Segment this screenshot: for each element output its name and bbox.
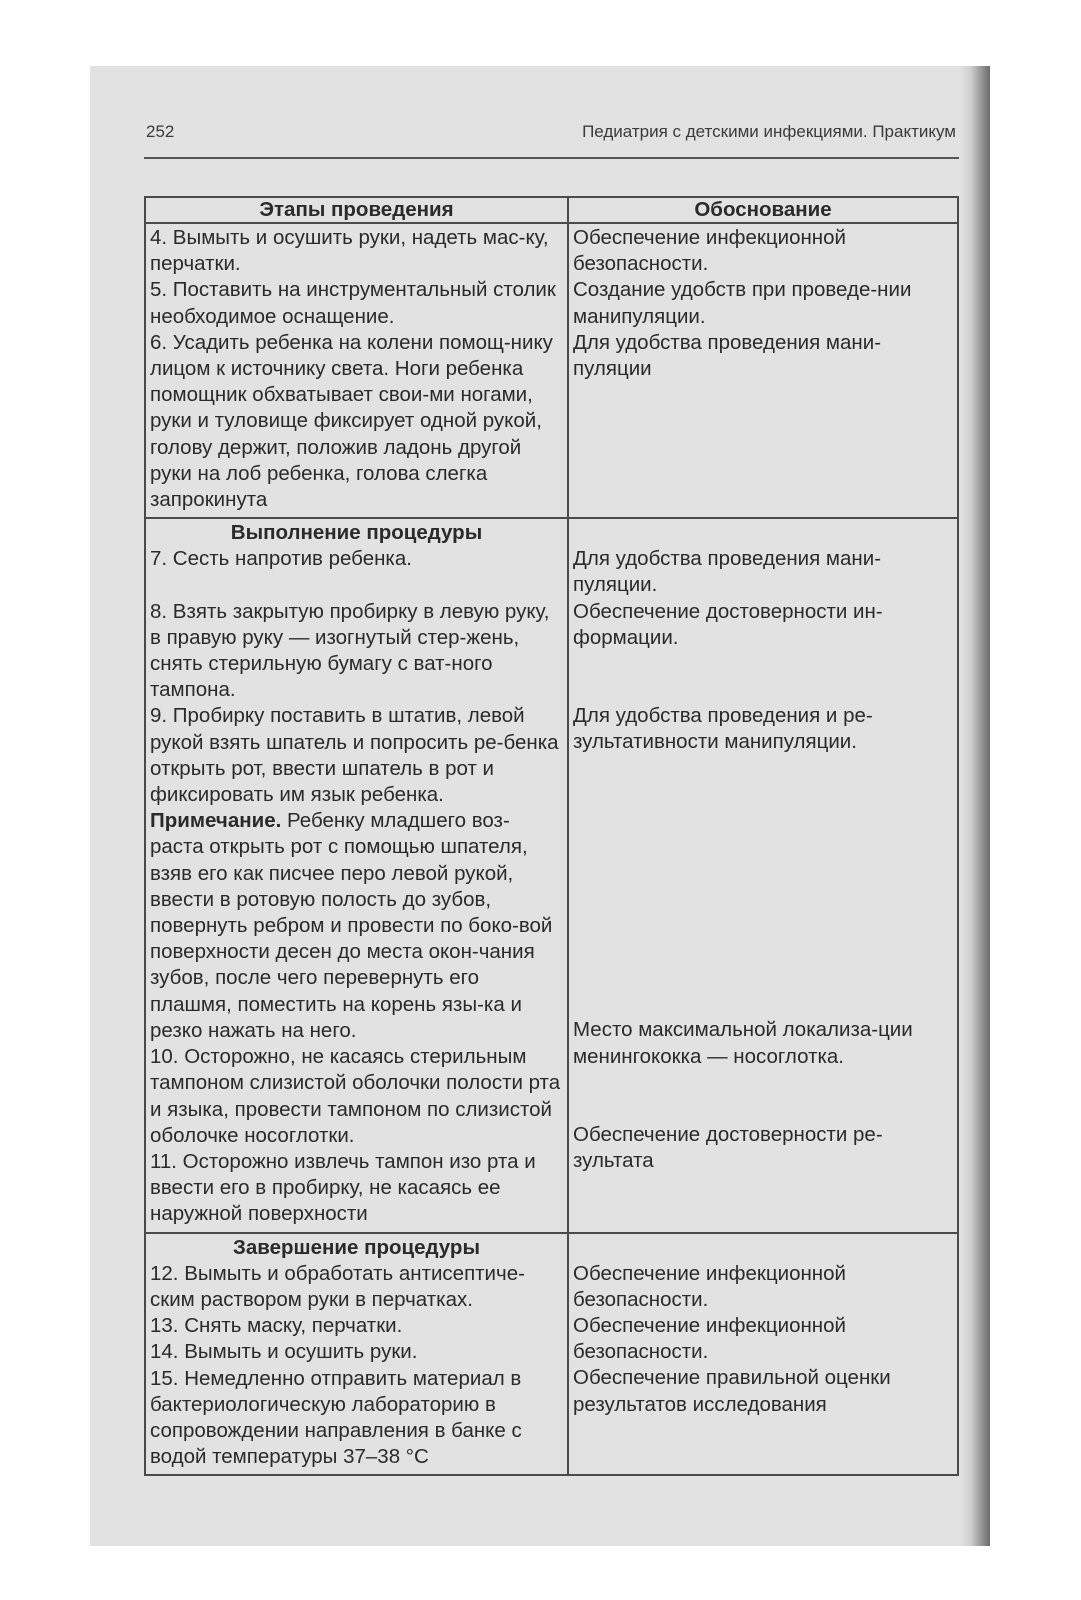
note-label: Примечание. xyxy=(150,809,282,833)
section-title-execution: Выполнение процедуры xyxy=(230,521,483,545)
step-10: 10. Осторожно, не касаясь стерильным тампоном слизистой оболочки полости рта и языка, провести тампоном по слизистой оболочке носоглотки. xyxy=(150,1045,561,1147)
step-11: 11. Осторожно извлечь тампон изо рта и ввести его в пробирку, не касаясь ее наружной поверхности xyxy=(150,1149,536,1226)
step-8: 8. Взять закрытую пробирку в левую руку, в правую руку — изогнутый стер-жень, снять стерильную бумагу с ват-ного тампона. xyxy=(150,599,550,702)
running-head xyxy=(146,122,956,150)
reason-7: Для удобства проведения мани-пуляции. xyxy=(573,547,882,597)
spacer xyxy=(573,1235,953,1261)
reasons-cell xyxy=(568,518,958,1232)
reason-4: Обеспечение инфекционной безопасности. xyxy=(573,226,846,276)
table-row xyxy=(145,1233,958,1476)
procedure-table xyxy=(144,196,959,1476)
spacer xyxy=(573,651,953,703)
spacer xyxy=(573,520,953,546)
step-13: 13. Снять маску, перчатки. xyxy=(150,1314,403,1338)
step-7: 7. Сесть напротив ребенка. xyxy=(150,547,412,571)
reason-10: Место максимальной локализа-ции менингококка — носоглотка. xyxy=(573,1018,913,1068)
step-4: 4. Вымыть и осушить руки, надеть мас-ку, перчатки. xyxy=(150,226,549,276)
reason-9: Для удобства проведения и ре-зультативности манипуляции. xyxy=(573,704,873,754)
table-header-row xyxy=(145,197,958,223)
step-5: 5. Поставить на инструментальный столик необходимое оснащение. xyxy=(150,278,556,328)
note-text: Ребенку младшего воз-раста открыть рот с помощью шпателя, взяв его как писчее перо левой рукой, ввести в ротовую полость до зубов, повернуть ребром и провести по боко-вой поверхности десен до места окон-чания зубов, после чего перевернуть его плашмя, поместить на корень язы-ка и резко нажать на него. xyxy=(150,809,553,1042)
spacer xyxy=(573,755,953,1017)
step-14: 14. Вымыть и осушить руки. xyxy=(150,1340,418,1364)
reason-15: Обеспечение правильной оценки результатов исследования xyxy=(573,1366,891,1416)
table-row xyxy=(145,518,958,1232)
steps-cell xyxy=(145,1233,568,1476)
step-15: 15. Немедленно отправить материал в бактериологическую лабораторию в сопровождении направления в банке с водой температуры 37–38 °С xyxy=(150,1366,522,1469)
table-row xyxy=(145,223,958,518)
steps-cell xyxy=(145,223,568,518)
page-number: 252 xyxy=(146,122,175,141)
column-header-reasons: Обоснование xyxy=(568,197,958,223)
reason-12: Обеспечение инфекционной безопасности. xyxy=(573,1261,846,1311)
reason-13-14: Обеспечение инфекционной безопасности. xyxy=(573,1313,846,1364)
section-title-completion: Завершение процедуры xyxy=(233,1235,480,1259)
spacer xyxy=(573,1070,953,1122)
step-6: 6. Усадить ребенка на колени помощ-нику лицом к источнику света. Ноги ребенка помощник обхватывает свои-ми ногами, руки и туловище фиксирует одной рукой, голову держит, положив ладонь другой руки на лоб ребенка, голова слегка запрокинута xyxy=(150,330,553,512)
reasons-cell xyxy=(568,223,958,518)
header-rule xyxy=(144,157,959,159)
reason-8: Обеспечение достоверности ин-формации. xyxy=(573,599,883,649)
page-edge-shadow xyxy=(960,66,990,1546)
reason-11: Обеспечение достоверности ре-зультата xyxy=(573,1122,883,1173)
steps-cell xyxy=(145,518,568,1232)
book-title: Педиатрия с детскими инфекциями. Практикум xyxy=(582,122,956,141)
reasons-cell xyxy=(568,1233,958,1476)
spacer xyxy=(150,573,563,599)
reason-5: Создание удобств при проведе-нии манипуляции. xyxy=(573,278,912,328)
column-header-steps: Этапы проведения xyxy=(145,197,568,223)
step-12: 12. Вымыть и обработать антисептиче-ским раствором руки в перчатках. xyxy=(150,1261,525,1311)
step-9: 9. Пробирку поставить в штатив, левой рукой взять шпатель и попросить ре-бенка открыть рот, ввести шпатель в рот и фиксировать им язык ребенка. xyxy=(150,704,559,807)
note xyxy=(150,808,563,1044)
reason-6: Для удобства проведения мани-пуляции xyxy=(573,330,882,381)
